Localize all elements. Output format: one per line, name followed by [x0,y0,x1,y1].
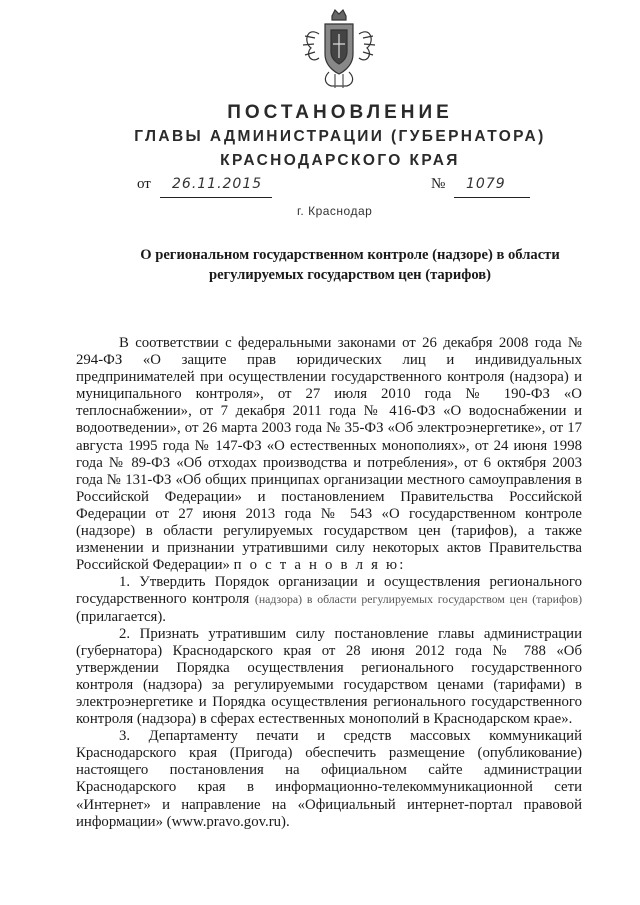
number-value: 1079 [466,176,506,192]
item-1-text: 1. Утвердить Порядок организации и осуществления регионального государственного контроля [76,574,582,608]
region-heading: КРАСНОДАРСКОГО КРАЯ [220,152,460,169]
document-body [76,335,582,831]
date-underline [160,197,272,198]
document-type-heading: ПОСТАНОВЛЕНИЕ [227,102,453,123]
resolve-phrase: п о с т а н о в л я ю: [233,557,406,574]
document-title-line-2: регулируемых государством цен (тарифов) [208,267,492,283]
document-title-line-1: О региональном государственном контроле (надзоре) в области [140,247,560,263]
city-label: г. Краснодар [297,204,373,218]
issuing-authority-heading: ГЛАВЫ АДМИНИСТРАЦИИ (ГУБЕРНАТОРА) [134,128,546,145]
item-1-end-text: (прилагается). [76,608,166,625]
item-1-paragraph [76,574,582,625]
preamble-text: В соответствии с федеральными законами от 26 декабря 2008 года № 294-ФЗ «О защите прав юридических лиц и индивидуальных предпринимателей при осуществлении государственного контроля (надзора) и муниципального контроля», от 27 июля 2010 года № 190-ФЗ «О теплоснабжении», от 7 декабря 2011 года № 416-ФЗ «О водоснабжении и водоотведении», от 26 марта 2003 года № 35-ФЗ «Об электроэнергетике», от 17 августа 1995 года № 147-ФЗ «О естественных монополиях», от 24 июня 1998 года № 89-ФЗ «Об отходах производства и потребления», от 6 октября 2003 года № 131-ФЗ «Об общих принципах организации местного самоуправления в Российской Федерации» и постановлением Правительства Российской Федерации от 27 июня 2013 года № 543 «О государственном контроле (надзоре) в области регулируемых государством цен (тарифов), а также изменении и признании утратившими силу некоторых актов Правительства Российской Федерации» [76,335,582,574]
item-3-paragraph: 3. Департаменту печати и средств массовых коммуникаций Краснодарского края (Пригода) обеспечить размещение (опубликование) настоящего постановления на официальном сайте администрации Краснодарского края в информационно-телекоммуникационной сети «Интернет» и направление на «Официальный интернет-портал правовой информации» (www.pravo.gov.ru). [76,728,582,830]
item-1-faint-text: (надзора) в области регулируемых государством цен (тарифов) [254,592,582,607]
date-value: 26.11.2015 [172,176,263,192]
number-underline [454,197,530,198]
coat-of-arms-emblem [301,8,377,92]
number-label: № [431,176,446,192]
item-2-paragraph: 2. Признать утратившим силу постановление главы администрации (губернатора) Краснодарского края от 28 июня 2012 года № 788 «Об утверждении Порядка осуществления регионального государственного контроля (надзора) за регулируемыми государством ценами (тарифами) в электроэнергетике и Порядка осуществления регионального государственного контроля (надзора) в сферах естественных монополий в Краснодарском крае». [76,625,582,728]
preamble-paragraph [76,335,582,574]
date-label: от [137,176,151,192]
